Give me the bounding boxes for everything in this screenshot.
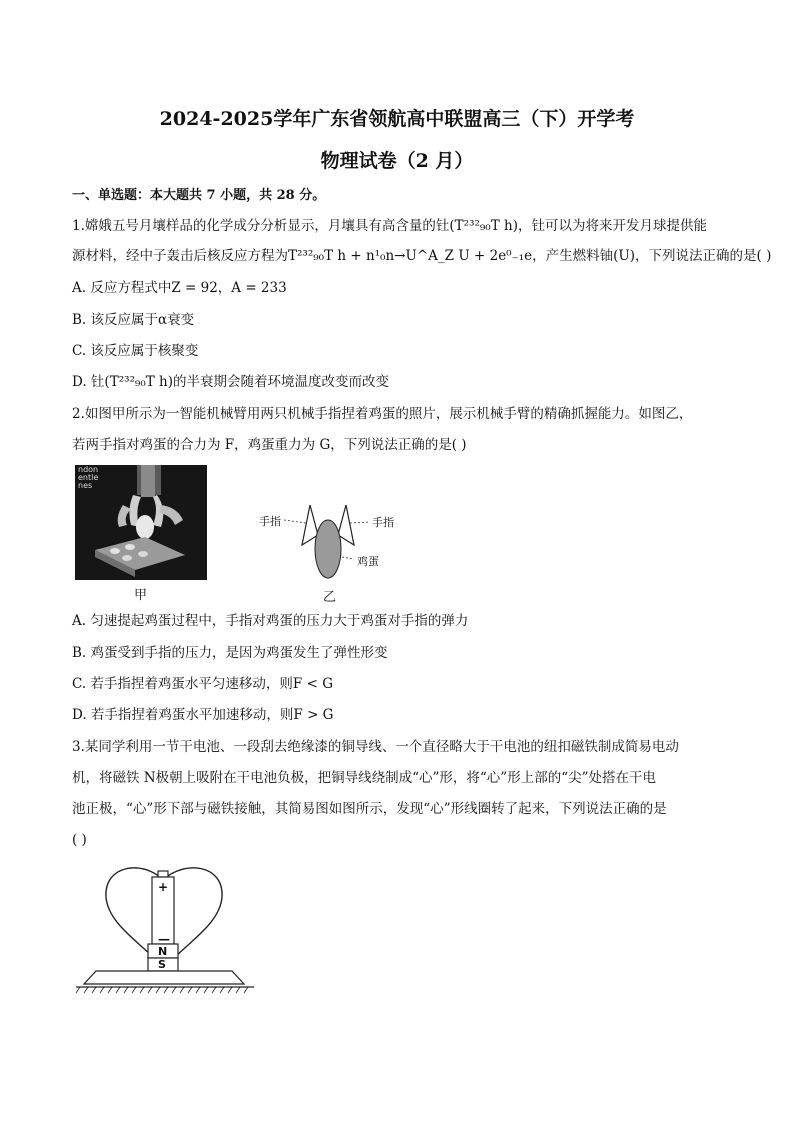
label-finger-right: 手指 (372, 516, 394, 529)
battery-minus-label: — (158, 932, 170, 946)
q1-stem-line1: 1.嫦娥五号月壤样品的化学成分分析显示，月壤具有高含量的钍(T²³²₉₀T h)，钍可以为将来开发月球提供能 (72, 218, 707, 234)
figure-label-jia: 甲 (134, 588, 148, 603)
magnet-north-label: N (158, 945, 168, 958)
q3-stem-line3: 池正极，“心”形下部与磁铁接触，其简易图如图所示，发现“心”形线圈转了起来，下列说法正确的是 (72, 801, 667, 817)
robot-arm-photo (75, 465, 207, 580)
q1-option-c: C. 该反应属于核聚变 (72, 343, 199, 359)
q3-stem-line1: 3.某同学利用一节干电池、一段刮去绝缘漆的铜导线、一个直径略大于干电池的纽扣磁铁制成简易电动 (72, 739, 679, 755)
q1-option-a: A. 反应方程式中Z = 92，A = 233 (72, 280, 287, 296)
section-heading: 一、单选题：本大题共 7 小题，共 28 分。 (72, 188, 326, 203)
exam-subtitle: 物理试卷（2 月） (320, 150, 474, 172)
egg-finger-diagram (250, 495, 410, 585)
q1-stem-line2: 源材料，经中子轰击后核反应方程为T²³²₉₀T h + n¹₀n→U^A_Z U + 2e⁰₋₁e，产生燃料铀(U)，下列说法正确的是( ) (72, 248, 772, 264)
q2-option-d: D. 若手指捏着鸡蛋水平加速移动，则F > G (72, 707, 334, 723)
q2-option-a: A. 匀速提起鸡蛋过程中，手指对鸡蛋的压力大于鸡蛋对手指的弹力 (72, 613, 469, 629)
figure-label-yi: 乙 (323, 590, 337, 605)
q2-stem-line2: 若两手指对鸡蛋的合力为 F，鸡蛋重力为 G，下列说法正确的是( ) (72, 437, 467, 453)
label-finger-left: 手指 (259, 515, 281, 528)
q1-option-d: D. 钍(T²³²₉₀T h)的半衰期会随着环境温度改变而改变 (72, 374, 390, 390)
q3-stem-line4: ( ) (72, 832, 87, 848)
q1-option-b: B. 该反应属于α衰变 (72, 312, 195, 328)
battery-plus-label: + (158, 880, 169, 894)
label-egg: 鸡蛋 (357, 555, 379, 568)
photo-caption-text: ndon entle nes (78, 465, 99, 490)
magnet-south-label: S (158, 958, 166, 971)
q2-option-c: C. 若手指捏着鸡蛋水平匀速移动，则F < G (72, 676, 333, 692)
q2-option-b: B. 鸡蛋受到手指的压力，是因为鸡蛋发生了弹性形变 (72, 645, 388, 661)
exam-title: 2024-2025学年广东省领航高中联盟高三（下）开学考 (159, 108, 635, 130)
q2-stem-line1: 2.如图甲所示为一智能机械臂用两只机械手指捏着鸡蛋的照片，展示机械手臂的精确抓握能力。如图乙， (72, 406, 693, 422)
q3-stem-line2: 机，将磁铁 N极朝上吸附在干电池负极，把铜导线绕制成“心”形，将“心”形上部的“尖”处搭在干电 (72, 770, 657, 786)
